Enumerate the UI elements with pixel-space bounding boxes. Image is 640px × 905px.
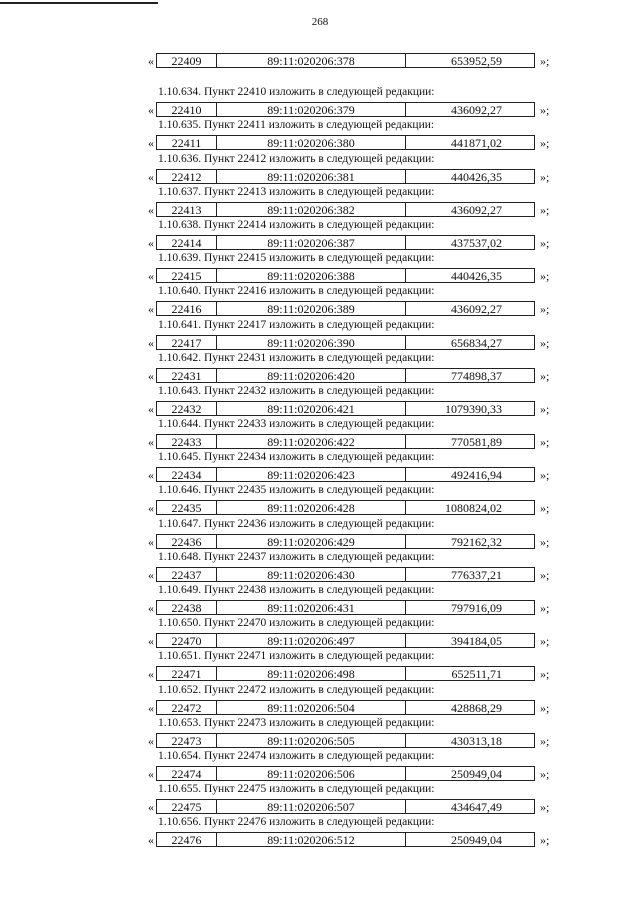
value-cell: 770581,89 (405, 434, 535, 449)
table-row (148, 534, 568, 551)
cadastral-number-cell: 89:11:020206:382 (216, 202, 406, 217)
quote-open: « (148, 667, 154, 682)
value-cell: 652511,71 (405, 666, 535, 681)
value-cell: 776337,21 (405, 567, 535, 582)
amendment-instruction: 1.10.646. Пункт 22435 изложить в следующей редакции: (158, 484, 435, 497)
quote-open: « (148, 733, 154, 748)
amendment-instruction: 1.10.640. Пункт 22416 изложить в следующей редакции: (158, 285, 435, 298)
amendment-block (0, 484, 640, 517)
cadastral-number-cell: 89:11:020206:512 (216, 832, 406, 847)
item-number-cell: 22432 (156, 401, 217, 416)
amendment-instruction: 1.10.641. Пункт 22417 изложить в следующей редакции: (158, 318, 435, 331)
value-cell: 434647,49 (405, 799, 535, 814)
cadastral-number-cell: 89:11:020206:505 (216, 733, 406, 748)
value-cell: 436092,27 (405, 202, 535, 217)
amendment-instruction: 1.10.635. Пункт 22411 изложить в следующей редакции: (158, 119, 435, 132)
cadastral-number-cell: 89:11:020206:504 (216, 700, 406, 715)
table-row (148, 567, 568, 584)
quote-open: « (148, 833, 154, 848)
value-cell: 1080824,02 (405, 500, 535, 515)
cadastral-number-cell: 89:11:020206:421 (216, 401, 406, 416)
value-cell: 653952,59 (405, 53, 535, 68)
item-number-cell: 22475 (156, 799, 217, 814)
cadastral-number-cell: 89:11:020206:389 (216, 301, 406, 316)
table-row (148, 235, 568, 252)
table-row (148, 633, 568, 650)
table-row (148, 401, 568, 418)
amendment-block (0, 451, 640, 484)
amendment-block (0, 584, 640, 617)
amendment-instruction: 1.10.652. Пункт 22472 изложить в следующей редакции: (158, 683, 435, 696)
cadastral-number-cell: 89:11:020206:379 (216, 102, 406, 117)
value-cell: 797916,09 (405, 600, 535, 615)
quote-open: « (148, 501, 154, 516)
amendment-block (0, 285, 640, 318)
amendment-instruction: 1.10.656. Пункт 22476 изложить в следующей редакции: (158, 816, 435, 829)
item-number-cell: 22411 (156, 135, 217, 150)
item-number-cell: 22476 (156, 832, 217, 847)
quote-close: »; (540, 733, 550, 748)
quote-close: »; (540, 269, 550, 284)
table-row (148, 799, 568, 816)
amendment-instruction: 1.10.648. Пункт 22437 изложить в следующей редакции: (158, 550, 435, 563)
value-cell: 250949,04 (405, 766, 535, 781)
item-number-cell: 22470 (156, 633, 217, 648)
quote-open: « (148, 634, 154, 649)
quote-open: « (148, 601, 154, 615)
value-cell: 441871,02 (405, 135, 535, 150)
item-number-cell: 22414 (156, 235, 217, 250)
value-cell: 394184,05 (405, 633, 535, 648)
value-cell: 436092,27 (405, 102, 535, 117)
amendment-block (0, 352, 640, 385)
quote-close: »; (540, 103, 550, 118)
amendment-instruction: 1.10.639. Пункт 22415 изложить в следующей редакции: (158, 252, 435, 265)
table-row (148, 434, 568, 451)
value-cell: 492416,94 (405, 467, 535, 482)
quote-close: »; (540, 567, 550, 582)
cadastral-number-cell: 89:11:020206:378 (216, 53, 406, 68)
value-cell: 437537,02 (405, 235, 535, 250)
item-number-cell: 22413 (156, 202, 217, 217)
value-cell: 440426,35 (405, 169, 535, 184)
amendment-block (0, 86, 640, 119)
amendment-block (0, 816, 640, 849)
quote-close: »; (540, 501, 550, 516)
amendment-instruction: 1.10.643. Пункт 22432 изложить в следующей редакции: (158, 384, 435, 397)
table-row (148, 169, 568, 186)
value-cell: 792162,32 (405, 534, 535, 549)
amendment-instruction: 1.10.637. Пункт 22413 изложить в следующей редакции: (158, 185, 435, 198)
quote-close: »; (540, 766, 550, 781)
amendment-block (0, 186, 640, 219)
quote-open: « (148, 169, 154, 184)
quote-open: « (148, 766, 154, 781)
cadastral-number-cell: 89:11:020206:381 (216, 169, 406, 184)
quote-open: « (148, 302, 154, 317)
page-number: 268 (311, 16, 329, 28)
value-cell: 430313,18 (405, 733, 535, 748)
quote-open: « (148, 103, 154, 118)
amendment-instruction: 1.10.644. Пункт 22433 изложить в следующей редакции: (158, 418, 435, 431)
item-number-cell: 22473 (156, 733, 217, 748)
amendment-block (0, 750, 640, 783)
cadastral-number-cell: 89:11:020206:380 (216, 135, 406, 150)
item-number-cell: 22435 (156, 500, 217, 515)
cadastral-number-cell: 89:11:020206:497 (216, 633, 406, 648)
table-row (148, 666, 568, 683)
amendment-block (0, 153, 640, 186)
quote-open: « (148, 435, 154, 450)
top-rule (0, 2, 158, 4)
table-row (148, 335, 568, 352)
quote-close: »; (540, 368, 550, 383)
table-row (148, 700, 568, 717)
value-cell: 774898,37 (405, 368, 535, 383)
table-row (148, 53, 568, 70)
value-cell: 250949,04 (405, 832, 535, 847)
quote-open: « (148, 54, 154, 68)
cadastral-number-cell: 89:11:020206:507 (216, 799, 406, 814)
quote-open: « (148, 468, 154, 483)
table-row (148, 268, 568, 285)
item-number-cell: 22434 (156, 467, 217, 482)
item-number-cell: 22409 (156, 53, 217, 68)
cadastral-number-cell: 89:11:020206:430 (216, 567, 406, 582)
quote-close: »; (540, 302, 550, 317)
quote-close: »; (540, 634, 550, 649)
amendment-block (0, 717, 640, 750)
quote-open: « (148, 136, 154, 151)
table-row (148, 368, 568, 385)
cadastral-number-cell: 89:11:020206:388 (216, 268, 406, 283)
item-number-cell: 22471 (156, 666, 217, 681)
item-number-cell: 22417 (156, 335, 217, 350)
quote-close: »; (540, 202, 550, 217)
table-row (148, 733, 568, 750)
cadastral-number-cell: 89:11:020206:387 (216, 235, 406, 250)
quote-close: »; (540, 700, 550, 715)
amendment-block (0, 551, 640, 584)
quote-close: »; (540, 435, 550, 450)
cadastral-number-cell: 89:11:020206:431 (216, 600, 406, 615)
quote-open: « (148, 368, 154, 383)
amendment-instruction: 1.10.654. Пункт 22474 изложить в следующей редакции: (158, 749, 435, 762)
amendment-block (0, 319, 640, 352)
table-row (148, 832, 568, 849)
quote-close: »; (540, 169, 550, 184)
amendment-instruction: 1.10.651. Пункт 22471 изложить в следующей редакции: (158, 650, 435, 663)
quote-open: « (148, 235, 154, 250)
document-body (0, 53, 640, 850)
table-row (148, 766, 568, 783)
amendment-block (0, 617, 640, 650)
item-number-cell: 22474 (156, 766, 217, 781)
item-number-cell: 22472 (156, 700, 217, 715)
item-number-cell: 22415 (156, 268, 217, 283)
amendment-block (0, 518, 640, 551)
amendment-block (0, 650, 640, 683)
value-cell: 1079390,33 (405, 401, 535, 416)
amendment-instruction: 1.10.655. Пункт 22475 изложить в следующей редакции: (158, 783, 435, 796)
quote-close: »; (540, 667, 550, 682)
quote-close: »; (540, 468, 550, 483)
amendment-block (0, 418, 640, 451)
quote-close: »; (540, 534, 550, 549)
first-table-block (0, 53, 640, 86)
item-number-cell: 22436 (156, 534, 217, 549)
amendment-instruction: 1.10.642. Пункт 22431 изложить в следующей редакции: (158, 351, 435, 364)
cadastral-number-cell: 89:11:020206:390 (216, 335, 406, 350)
amendment-block (0, 252, 640, 285)
table-row (148, 135, 568, 152)
quote-open: « (148, 700, 154, 715)
quote-close: »; (540, 235, 550, 250)
cadastral-number-cell: 89:11:020206:422 (216, 434, 406, 449)
cadastral-number-cell: 89:11:020206:506 (216, 766, 406, 781)
amendment-block (0, 684, 640, 717)
amendment-instruction: 1.10.647. Пункт 22436 изложить в следующей редакции: (158, 517, 435, 530)
item-number-cell: 22410 (156, 102, 217, 117)
amendment-instruction: 1.10.649. Пункт 22438 изложить в следующей редакции: (158, 584, 435, 596)
quote-close: »; (540, 136, 550, 151)
quote-close: »; (540, 800, 550, 815)
value-cell: 440426,35 (405, 268, 535, 283)
table-row (148, 301, 568, 318)
quote-close: »; (540, 601, 550, 615)
amendment-instruction: 1.10.636. Пункт 22412 изложить в следующей редакции: (158, 152, 435, 165)
amendment-instruction: 1.10.653. Пункт 22473 изложить в следующей редакции: (158, 716, 435, 729)
quote-open: « (148, 401, 154, 416)
quote-open: « (148, 534, 154, 549)
quote-open: « (148, 800, 154, 815)
item-number-cell: 22431 (156, 368, 217, 383)
table-row (148, 467, 568, 484)
value-cell: 656834,27 (405, 335, 535, 350)
quote-open: « (148, 335, 154, 350)
amendment-instruction: 1.10.645. Пункт 22434 изложить в следующей редакции: (158, 451, 435, 464)
amendment-instruction: 1.10.638. Пункт 22414 изложить в следующей редакции: (158, 218, 435, 231)
table-row (148, 102, 568, 119)
table-row (148, 500, 568, 517)
amendment-block (0, 783, 640, 816)
quote-close: »; (540, 335, 550, 350)
quote-open: « (148, 269, 154, 284)
cadastral-number-cell: 89:11:020206:429 (216, 534, 406, 549)
quote-close: »; (540, 54, 550, 68)
amendment-block (0, 385, 640, 418)
table-row (148, 600, 568, 617)
amendment-instruction: 1.10.634. Пункт 22410 изложить в следующей редакции: (158, 86, 435, 99)
cadastral-number-cell: 89:11:020206:423 (216, 467, 406, 482)
quote-open: « (148, 202, 154, 217)
cadastral-number-cell: 89:11:020206:428 (216, 500, 406, 515)
quote-close: »; (540, 833, 550, 848)
amendment-block (0, 119, 640, 152)
value-cell: 428868,29 (405, 700, 535, 715)
amendment-instruction: 1.10.650. Пункт 22470 изложить в следующей редакции: (158, 617, 435, 630)
cadastral-number-cell: 89:11:020206:420 (216, 368, 406, 383)
cadastral-number-cell: 89:11:020206:498 (216, 666, 406, 681)
amendment-block (0, 219, 640, 252)
item-number-cell: 22412 (156, 169, 217, 184)
quote-close: »; (540, 401, 550, 416)
item-number-cell: 22433 (156, 434, 217, 449)
quote-open: « (148, 567, 154, 582)
item-number-cell: 22438 (156, 600, 217, 615)
table-row (148, 202, 568, 219)
value-cell: 436092,27 (405, 301, 535, 316)
item-number-cell: 22416 (156, 301, 217, 316)
item-number-cell: 22437 (156, 567, 217, 582)
